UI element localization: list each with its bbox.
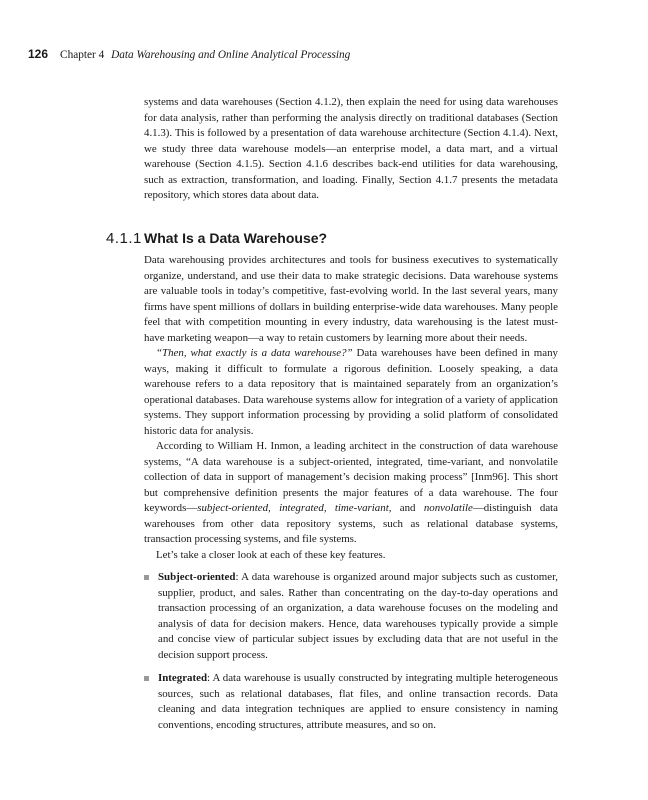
square-bullet-icon xyxy=(144,676,149,681)
chapter-label: Chapter 4 xyxy=(60,49,105,61)
square-bullet-icon xyxy=(144,575,149,580)
bullet-term: Subject-oriented xyxy=(158,571,236,583)
running-header xyxy=(28,47,628,62)
paragraph-3-keywords: subject-oriented, integrated, time-variant, xyxy=(197,502,392,514)
bullet-term: Integrated xyxy=(158,672,207,684)
intro-text: systems and data warehouses (Section 4.1.2), then explain the need for using data warehouses for data analysis, rather than performing the analysis directly on traditional databases (Section 4.1.3). This is followed by a presentation of data warehouse architecture (Section 4.1.4). Next, we study three data warehouse models—an enterprise model, a data mart, and a virtual warehouse (Section 4.1.5). Section 4.1.6 describes back-end utilities for data warehousing, such as extraction, transformation, and loading. Finally, Section 4.1.7 presents the metadata repository, which stores data about data. xyxy=(144,96,558,201)
section-title: What Is a Data Warehouse? xyxy=(144,230,328,246)
paragraph-3-text-a: According to William H. Inmon, a leading architect in the construction of data warehouse systems, “A data warehouse is a subject-oriented, integrated, time-variant, and nonvolatile collection of data in support of management’s decision making process” [Inm96]. This short but comprehensive definition presents the major features of a data warehouse. The four keywords— xyxy=(144,440,558,514)
page-number: 126 xyxy=(28,47,49,61)
paragraph-3 xyxy=(144,439,558,548)
paragraph-2-text: Data warehouses have been defined in many ways, making it difficult to formulate a rigorous definition. Loosely speaking, a data warehouse refers to a data repository that is maintained separately from an organization’s operational databases. Data warehouse systems allow for integration of a variety of application systems. They support information processing by providing a solid platform of consolidated historic data for analysis. xyxy=(144,347,558,437)
feature-list xyxy=(144,570,558,741)
list-item xyxy=(144,570,558,663)
section-body xyxy=(144,253,558,563)
paragraph-2-question: “Then, what exactly is a data warehouse?” xyxy=(156,347,353,359)
bullet-text: : A data warehouse is organized around major subjects such as customer, supplier, product, and sales. Rather than concentrating on the day-to-day operations and transaction processing of an organization, a data warehouse focuses on the modeling and analysis of data for decision makers. Hence, data warehouses typically provide a simple and concise view of particular subject issues by excluding data that are not useful in the decision support process. xyxy=(158,571,558,661)
paragraph-3-nonvolatile: nonvolatile xyxy=(423,502,473,514)
paragraph-3-and: and xyxy=(391,502,424,514)
list-item xyxy=(144,671,558,733)
chapter-title: Data Warehousing and Online Analytical Processing xyxy=(111,49,351,61)
bullet-text: : A data warehouse is usually constructed by integrating multiple heterogeneous sources, such as relational databases, flat files, and online transaction records. Data cleaning and data integration techniques are applied to ensure consistency in naming conventions, encoding structures, attribute measures, and so on. xyxy=(158,672,558,731)
section-heading xyxy=(106,229,566,248)
paragraph-2 xyxy=(144,346,558,439)
section-number: 4.1.1 xyxy=(106,230,142,247)
paragraph-1: Data warehousing provides architectures and tools for business executives to systematically organize, understand, and use their data to make strategic decisions. Data warehouse systems are valuable tools in today’s competitive, fast-evolving world. In the last several years, many firms have spent millions of dollars in building enterprise-wide data warehouses. Many people feel that with competition mounting in every industry, data warehousing is the latest must-have marketing weapon—a way to retain customers by learning more about their needs. xyxy=(144,254,558,344)
paragraph-3-text-b: —distinguish data warehouses from other data repository systems, such as relational database systems, transaction processing systems, and file systems. xyxy=(144,502,559,545)
paragraph-4: Let’s take a closer look at each of these key features. xyxy=(156,548,386,561)
intro-paragraph xyxy=(144,95,558,204)
